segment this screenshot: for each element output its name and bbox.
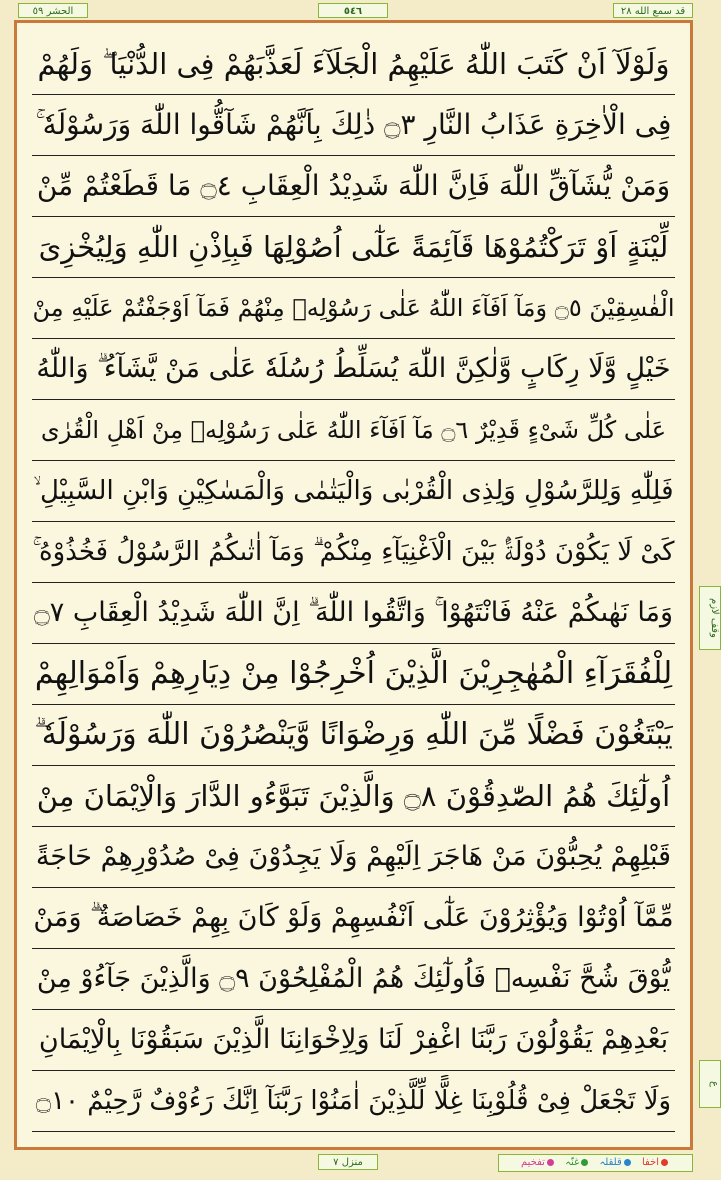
legend-item: تفخیم bbox=[521, 1157, 556, 1168]
surah-label: الحشر ٥٩ bbox=[18, 3, 88, 18]
blue-dot-icon bbox=[624, 1159, 631, 1166]
text-line: الْفٰسِقِيْنَ ۝٥ وَمَآ اَفَآءَ اللّٰهُ عَلٰى رَسُوْلِهٖ مِنْهُمْ فَمَآ اَوْجَفْتُمْ عَلَيْهِ مِنْ bbox=[32, 282, 675, 339]
legend-item: اخفا bbox=[642, 1157, 670, 1168]
text-line: مِّمَّآ اُوْتُوْا وَيُؤْثِرُوْنَ عَلٰٓى اَنْفُسِهِمْ وَلَوْ كَانَ بِهِمْ خَصَاصَةٌ ۗ وَمَنْ bbox=[32, 892, 675, 949]
page-number: ٥٤٦ bbox=[318, 3, 388, 18]
text-line: وَلَوْلَآ اَنْ كَتَبَ اللّٰهُ عَلَيْهِمُ الْجَلَآءَ لَعَذَّبَهُمْ فِى الدُّنْيَا ۖ وَلَهُمْ bbox=[32, 38, 675, 95]
text-line: وَمَا نَهٰىكُمْ عَنْهُ فَانْتَهُوْا ۚ وَاتَّقُوا اللّٰهَ ۗ اِنَّ اللّٰهَ شَدِيْدُ الْعِقَابِ ۝٧ bbox=[32, 587, 675, 644]
text-line: يَبْتَغُوْنَ فَضْلًا مِّنَ اللّٰهِ وَرِضْوَانًا وَّيَنْصُرُوْنَ اللّٰهَ وَرَسُوْلَهٗ ۗ bbox=[32, 709, 675, 766]
text-line: فِى الْاٰخِرَةِ عَذَابُ النَّارِ ۝٣ ذٰلِكَ بِاَنَّهُمْ شَآقُّوا اللّٰهَ وَرَسُوْلَهٗ ۚ bbox=[32, 99, 675, 156]
text-line: اُولٰٓئِكَ هُمُ الصّٰدِقُوْنَ ۝٨ وَالَّذِيْنَ تَبَوَّءُو الدَّارَ وَالْاِيْمَانَ مِنْ bbox=[32, 770, 675, 827]
text-line: لِّيْنَةٍ اَوْ تَرَكْتُمُوْهَا قَآئِمَةً عَلٰٓى اُصُوْلِهَا فَبِاِذْنِ اللّٰهِ وَلِيُخْزِىَ bbox=[32, 221, 675, 278]
text-line: وَلَا تَجْعَلْ فِىْ قُلُوْبِنَا غِلًّا لِّلَّذِيْنَ اٰمَنُوْا رَبَّنَآ اِنَّكَ رَءُوْفٌ رَّحِيْمٌ ۝١٠ bbox=[32, 1075, 675, 1132]
text-line: يُّوْقَ شُحَّ نَفْسِهٖ فَاُولٰٓئِكَ هُمُ الْمُفْلِحُوْنَ ۝٩ وَالَّذِيْنَ جَآءُوْ مِنْ bbox=[32, 953, 675, 1010]
text-line: لِلْفُقَرَآءِ الْمُهٰجِرِيْنَ الَّذِيْنَ اُخْرِجُوْا مِنْ دِيَارِهِمْ وَاَمْوَالِهِمْ bbox=[32, 648, 675, 705]
green-dot-icon bbox=[581, 1159, 588, 1166]
tajweed-legend bbox=[498, 1154, 693, 1172]
text-line: قَبْلِهِمْ يُحِبُّوْنَ مَنْ هَاجَرَ اِلَيْهِمْ وَلَا يَجِدُوْنَ فِىْ صُدُوْرِهِمْ حَاجَةً bbox=[32, 831, 675, 888]
quran-text-block bbox=[32, 38, 675, 1134]
text-line: خَيْلٍ وَّلَا رِكَابٍ وَّلٰكِنَّ اللّٰهَ يُسَلِّطُ رُسُلَهٗ عَلٰى مَنْ يَّشَآءُ ۗ وَاللّٰهُ bbox=[32, 343, 675, 400]
text-line: كَىْ لَا يَكُوْنَ دُوْلَةًۢ بَيْنَ الْاَغْنِيَآءِ مِنْكُمْ ۗ وَمَآ اٰتٰىكُمُ الرَّسُوْلُ فَخُذُوْهُ ۚ bbox=[32, 526, 675, 583]
red-dot-icon bbox=[661, 1159, 668, 1166]
text-line: وَمَنْ يُّشَآقِّ اللّٰهَ فَاِنَّ اللّٰهَ شَدِيْدُ الْعِقَابِ ۝٤ مَا قَطَعْتُمْ مِّنْ bbox=[32, 160, 675, 217]
magenta-dot-icon bbox=[547, 1159, 554, 1166]
page-footer bbox=[18, 1154, 693, 1176]
waqf-lazim-marker: وقف لازم bbox=[699, 586, 721, 650]
text-line: فَلِلّٰهِ وَلِلرَّسُوْلِ وَلِذِى الْقُرْبٰى وَالْيَتٰمٰى وَالْمَسٰكِيْنِ وَابْنِ السَّبِيْلِ ۙ bbox=[32, 465, 675, 522]
manzil-label: منزل ٧ bbox=[318, 1154, 378, 1170]
ruku-marker: ع bbox=[699, 1060, 721, 1108]
legend-item: قلقلہ bbox=[599, 1157, 632, 1168]
legend-item: غنّہ bbox=[565, 1157, 590, 1168]
text-line: بَعْدِهِمْ يَقُوْلُوْنَ رَبَّنَا اغْفِرْ لَنَا وَلِاِخْوَانِنَا الَّذِيْنَ سَبَقُوْنَا بِالْاِيْمَانِ bbox=[32, 1014, 675, 1071]
text-line: عَلٰى كُلِّ شَىْءٍ قَدِيْرٌ ۝٦ مَآ اَفَآءَ اللّٰهُ عَلٰى رَسُوْلِهٖ مِنْ اَهْلِ الْقُرٰى bbox=[32, 404, 675, 461]
page-header bbox=[18, 3, 693, 19]
juz-label: قد سمع الله ٢٨ bbox=[613, 3, 693, 18]
